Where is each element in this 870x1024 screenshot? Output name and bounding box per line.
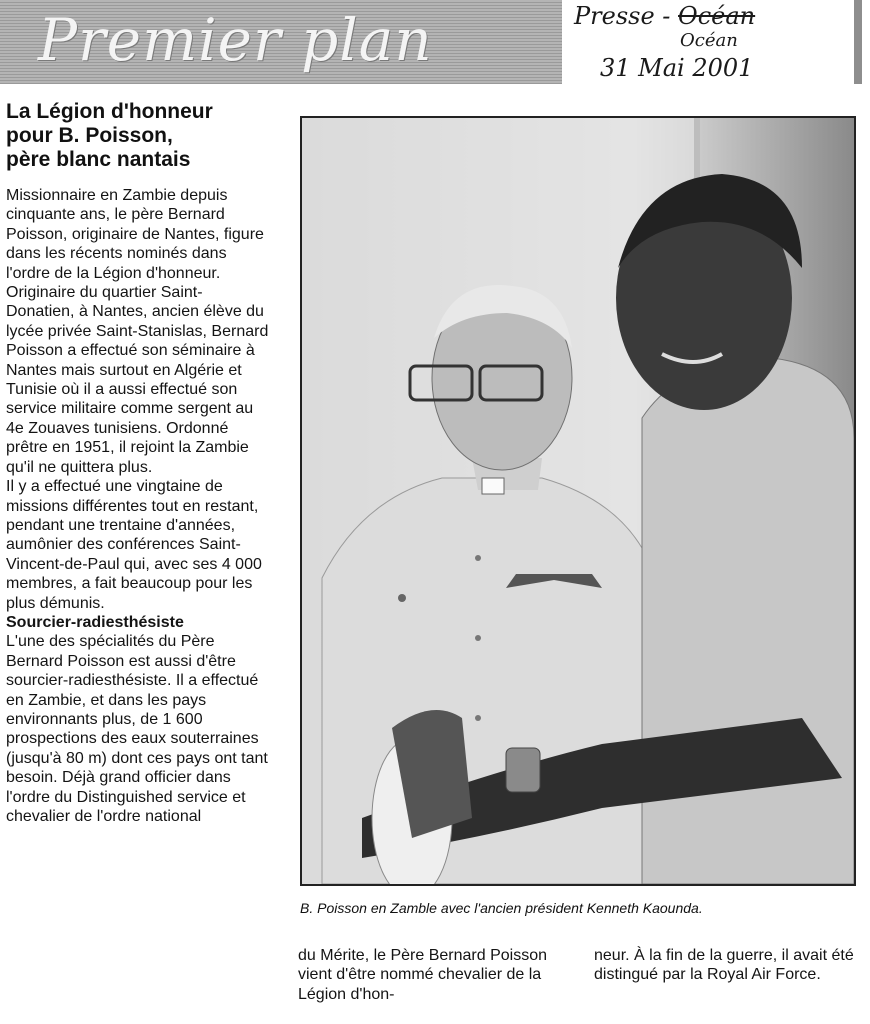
body-paragraph: Missionnaire en Zambie depuis cinquante ans, le père Bernard Poisson, originaire de Nantes, figure dans les récents nominés dans l'ordre de la Légion d'honneur. bbox=[6, 187, 264, 282]
handwritten-date: 31 Mai 2001 bbox=[600, 54, 754, 82]
handwritten-publication bbox=[574, 2, 755, 30]
headline-line: La Légion d'honneur bbox=[6, 100, 213, 123]
photo-illustration bbox=[302, 118, 854, 884]
article-column-2 bbox=[298, 946, 558, 1004]
body-paragraph: du Mérite, le Père Bernard Poisson vient d'être nommé chevalier de la Légion d'hon- bbox=[298, 947, 548, 1003]
headline-line: pour B. Poisson, bbox=[6, 124, 173, 147]
body-paragraph: neur. À la fin de la guerre, il avait été distingué par la Royal Air Force. bbox=[594, 947, 854, 984]
subheading: Sourcier-radiesthésiste bbox=[6, 613, 184, 631]
president-shirt bbox=[642, 358, 854, 884]
article-headline bbox=[6, 100, 291, 172]
rubric-title: Premier plan bbox=[38, 6, 433, 74]
handwritten-publication-text: Presse - bbox=[574, 2, 671, 30]
clerical-collar bbox=[482, 478, 504, 494]
body-paragraph: Il y a effectué une vingtaine de missions différentes tout en restant, pendant une trentaine d'années, aumônier des conférences Saint-Vincent-de-Paul qui, avec ses 4 000 membres, a fait beaucoup pour les plus démunis. bbox=[6, 478, 262, 612]
handwritten-subline: Océan bbox=[680, 30, 738, 51]
body-paragraph: Originaire du quartier Saint-Donatien, à Nantes, ancien élève du lycée privée Saint-Stanislas, Bernard Poisson a effectué son séminaire à Nantes mais surtout en Algérie et Tunisie où il a aussi effectué son service militaire comme sergent au 4e Zouaves tunisiens. Ordonné prêtre en 1951, il rejoint la Zambie qu'il ne quittera plus. bbox=[6, 284, 269, 476]
wristwatch bbox=[506, 748, 540, 792]
body-paragraph: L'une des spécialités du Père Bernard Poisson est aussi d'être sourcier-radiesthésiste. Il a effectué en Zambie, et dans les pays environnants plus, de 1 600 prospections des eaux souterraines (jusqu'à 80 m) dont ces pays ont tant besoin. Déjà grand officier dans l'ordre du Distinguished service et chevalier de l'ordre national bbox=[6, 633, 268, 825]
photo-caption: B. Poisson en Zamble avec l'ancien président Kenneth Kaounda. bbox=[300, 900, 703, 916]
article-photo bbox=[300, 116, 856, 886]
handwritten-struck-word: Océan bbox=[678, 2, 756, 30]
article-column-1 bbox=[6, 186, 270, 826]
headline-line: père blanc nantais bbox=[6, 148, 191, 171]
article-column-3 bbox=[594, 946, 862, 985]
